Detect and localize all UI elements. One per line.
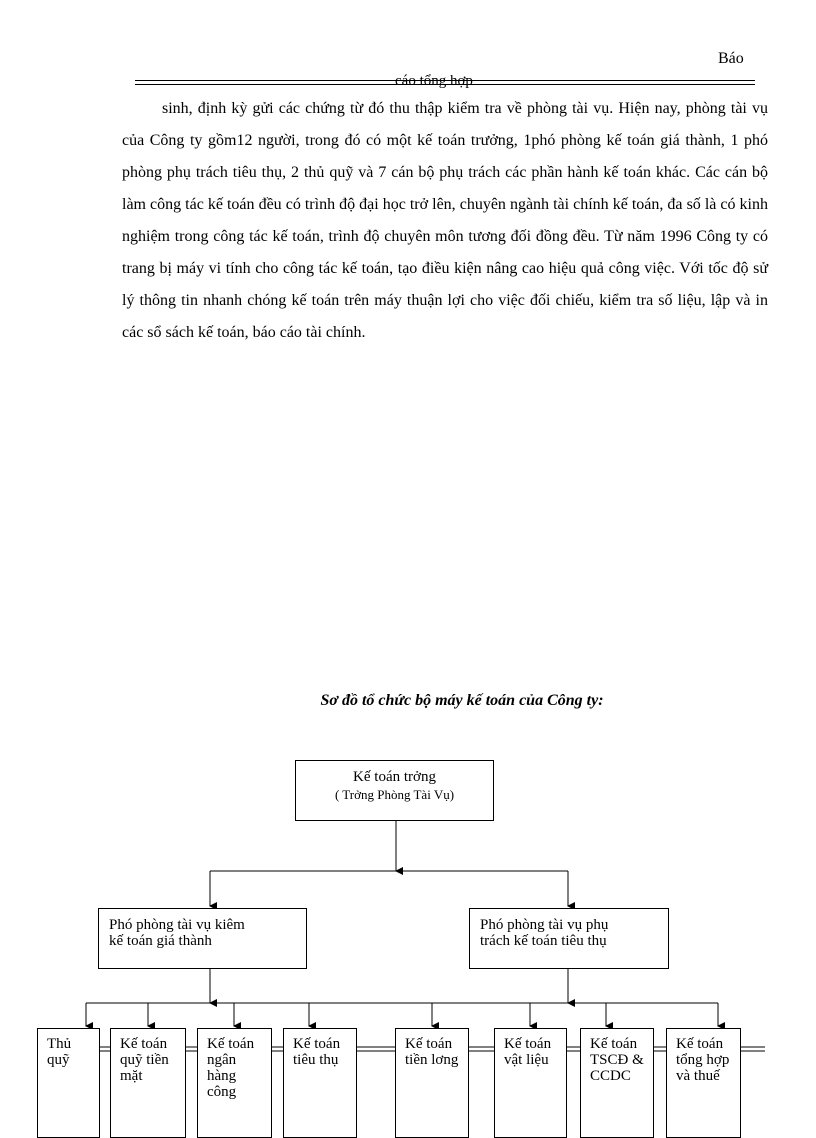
chief-accountant-box (295, 760, 494, 821)
diagram-caption: Sơ đồ tổ chức bộ máy kế toán của Công ty: (320, 692, 604, 709)
leaf-label: Kế toán TSCĐ & CCDC (590, 1036, 644, 1084)
body-paragraph: sinh, định kỳ gửi các chứng từ đó thu thập kiểm tra về phòng tài vụ. Hiện nay, phòng tài vụ của Công ty gồm12 người, trong đó có một kế toán trưởng, 1phó phòng kế toán giá thành, 1 phó phòng phụ trách tiêu thụ, 2 thủ quỹ và 7 cán bộ phụ trách các phần hành kế toán khác. Các cán bộ làm công tác kế toán đều có trình độ đại học trở lên, chuyên ngành tài chính kế toán, đa số là có kinh nghiệm trong công tác kế toán, trình độ chuyên môn tương đối đồng đều. Từ năm 1996 Công ty có trang bị máy vi tính cho công tác kế toán, tạo điều kiện nâng cao hiệu quả công việc. Với tốc độ sử lý thông tin nhanh chóng kế toán trên máy thuận lợi cho việc đối chiếu, kiểm tra số liệu, lập và in các sổ sách kế toán, báo cáo tài chính. (122, 100, 768, 341)
deputy-sales-line1: Phó phòng tài vụ phụ (480, 917, 609, 933)
deputy-cost-line2: kế toán giá thành (109, 933, 212, 949)
header-center-text: cáo tổng hợp (395, 73, 473, 89)
leaf-label: Thủ quỹ (47, 1036, 72, 1068)
leaf-label: Kế toán vật liệu (504, 1036, 552, 1068)
leaf-label: Kế toán quỹ tiền mặt (120, 1036, 169, 1084)
deputy-cost-line1: Phó phòng tài vụ kiêm (109, 917, 245, 933)
leaf-box-sales (283, 1028, 357, 1138)
deputy-sales-accounting-box (469, 908, 669, 969)
leaf-label: Kế toán tổng hợp và thuế (676, 1036, 730, 1084)
chief-accountant-subtitle: ( Trởng Phòng Tài Vụ) (334, 787, 455, 802)
header-right-text: Báo (718, 50, 744, 67)
leaf-box-payroll (395, 1028, 469, 1138)
deputy-sales-line2: trách kế toán tiêu thụ (480, 933, 607, 949)
leaf-label: Kế toán tiền lơng (405, 1036, 459, 1068)
leaf-box-fixed-assets (580, 1028, 654, 1138)
leaf-box-general-tax (666, 1028, 741, 1138)
leaf-box-bank (197, 1028, 272, 1138)
leaf-box-materials (494, 1028, 567, 1138)
leaf-box-cash (110, 1028, 186, 1138)
deputy-cost-accounting-box (98, 908, 307, 969)
leaf-label: Kế toán tiêu thụ (293, 1036, 341, 1068)
chief-accountant-title: Kế toán trởng (353, 769, 436, 785)
leaf-label: Kế toán ngân hàng công (207, 1036, 255, 1100)
leaf-box-treasurer (37, 1028, 100, 1138)
